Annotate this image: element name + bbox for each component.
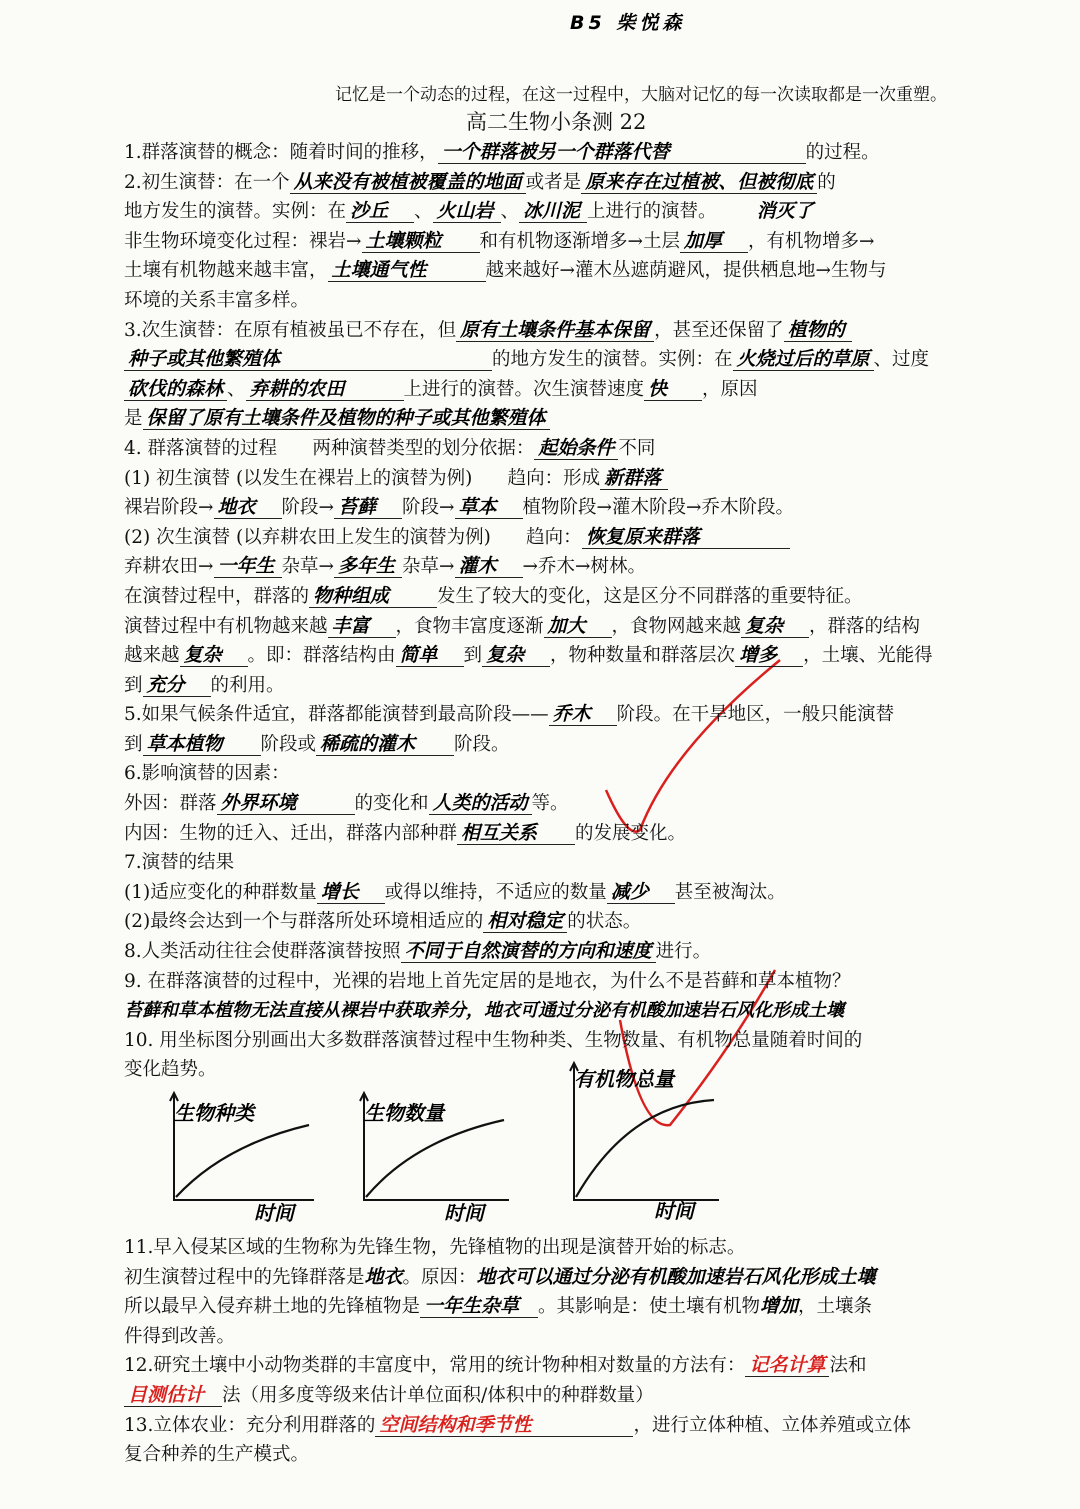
q3-line-4 — [124, 404, 1024, 434]
q10-question: 10. 用坐标图分别画出大多数群落演替过程中生物种类、生物数量、有机物总量随着时间的 — [124, 1029, 863, 1051]
q5-text: 阶段。在干旱地区，一般只能演替 — [616, 704, 895, 726]
q11-line-2 — [124, 1263, 1024, 1293]
q7-answer-1: 增长 — [317, 881, 385, 904]
q9-question: 9. 在群落演替的过程中，光裸的岩地上首先定居的是地衣，为什么不是苔藓和草本植物？ — [124, 970, 851, 992]
q2-text: 2.初生演替：在一个 — [124, 171, 290, 193]
q3-answer-7: 快 — [644, 378, 702, 401]
q4-line-1 — [124, 434, 1024, 464]
q11-text: 。其影响是：使土壤有机物 — [538, 1296, 761, 1318]
chart-organic-ylabel: 有机物总量 — [574, 1067, 674, 1091]
q7-text: 的状态。 — [567, 911, 642, 933]
motto: 记忆是一个动态的过程，在这一过程中，大脑对记忆的每一次读取都是一次重塑。 — [335, 85, 947, 105]
q2-text: 上进行的演替。 — [587, 201, 717, 223]
q11-text: 11.早入侵某区域的生物称为先锋生物，先锋植物的出现是演替开始的标志。 — [124, 1237, 746, 1258]
q6-text: 等。 — [531, 793, 569, 815]
q13-text: 复合种养的生产模式。 — [124, 1444, 310, 1466]
q2-text: 或者是 — [525, 171, 582, 193]
q5-line-2 — [124, 730, 1024, 760]
q4-answer-14: 复杂 — [180, 644, 248, 667]
q4-text: 阶段→ — [402, 497, 455, 519]
q7-text: 甚至被淘汰。 — [674, 881, 786, 903]
q2-answer-7: 土壤颗粒 — [362, 230, 480, 253]
q4-answer-10: 物种组成 — [309, 585, 437, 608]
q4-answer-15: 简单 — [396, 644, 464, 667]
q2-line-5 — [124, 286, 1024, 316]
q4-answer-11: 丰富 — [328, 615, 396, 638]
q11-answer-2: 地衣可以通过分泌有机酸加速岩石风化形成土壤 — [476, 1265, 876, 1288]
q3-line-1 — [124, 316, 1024, 346]
q12-text: 法（用多度等级来估计单位面积/体积中的种群数量） — [222, 1384, 654, 1406]
q12-line-2 — [124, 1381, 1024, 1411]
q5-text: 到 — [124, 733, 143, 755]
q4-answer-5: 草本 — [455, 496, 523, 519]
q7-answer-2: 减少 — [607, 881, 675, 904]
q4-line-7 — [124, 612, 1024, 642]
q3-text: 、 — [227, 378, 246, 400]
q7-text: (2)最终会达到一个与群落所处环境相适应的 — [124, 911, 484, 933]
q2-text: 和有机物逐渐增多→土层 — [479, 230, 681, 252]
q5-answer-2: 草本植物 — [143, 733, 261, 756]
q3-text: 、过度 — [873, 349, 930, 371]
q4-text: ，群落的结构 — [809, 615, 921, 637]
chart-species — [134, 1085, 324, 1225]
q2-answer-2: 原来存在过植被、但被彻底 — [581, 171, 817, 194]
q3-text: ，原因 — [702, 378, 758, 400]
q6-line-3 — [124, 819, 1024, 849]
q4-line-5 — [124, 552, 1024, 582]
q6-text: 6.影响演替的因素： — [124, 763, 290, 785]
q2-answer-3: 沙丘 — [346, 200, 414, 223]
chart-organic — [534, 1055, 724, 1225]
q10-question-end: 变化趋势。 — [124, 1059, 217, 1081]
q3-answer-2: 植物的 — [784, 319, 852, 342]
q10-line-1 — [124, 1026, 1024, 1056]
q2-answer-9: 土壤通气性 — [328, 259, 486, 282]
q3-answer-3: 种子或其他繁殖体 — [124, 348, 492, 371]
q4-answer-2: 新群落 — [600, 467, 668, 490]
q3-text: 是 — [124, 408, 143, 430]
q5-text: 阶段或 — [260, 733, 317, 755]
q4-line-2 — [124, 464, 1024, 494]
q4-answer-4: 苔藓 — [334, 496, 402, 519]
q1-text-end: 的过程。 — [805, 142, 880, 163]
q4-text: 到 — [124, 674, 143, 696]
q7-line-2 — [124, 878, 1024, 908]
q4-answer-8: 多年生 — [334, 555, 402, 578]
q11-answer-3: 一年生杂草 — [420, 1295, 538, 1318]
q2-text: ，有机物增多→ — [748, 230, 875, 252]
q4-answer-3: 地衣 — [214, 496, 282, 519]
q6-text: 的发展变化。 — [575, 822, 687, 844]
q7-answer-3: 相对稳定 — [483, 910, 567, 933]
q4-answer-7: 一年生 — [214, 555, 282, 578]
q6-text: 的变化和 — [354, 793, 429, 815]
q4-answer-1: 起始条件 — [534, 437, 618, 460]
q3-answer-6: 弃耕的农田 — [246, 378, 404, 401]
q2-text: 、 — [414, 201, 433, 223]
chart-quantity-ylabel: 生物数量 — [364, 1101, 444, 1125]
q7-line-1 — [124, 848, 1024, 878]
q4-text: ，物种数量和群落层次 — [550, 645, 736, 667]
q11-text: ，土壤条 — [798, 1296, 873, 1318]
q3-answer-1: 原有土壤条件基本保留 — [456, 319, 654, 342]
q6-line-2 — [124, 789, 1024, 819]
q2-line-2 — [124, 197, 1024, 227]
q11-answer-4: 增加 — [760, 1295, 799, 1318]
q13-text: ，进行立体种植、立体养殖或立体 — [633, 1414, 911, 1436]
q4-text: ，食物网越来越 — [611, 615, 742, 637]
q2-text: 环境的关系丰富多样。 — [124, 289, 310, 311]
q12-answer-2: 目测估计 — [124, 1384, 222, 1407]
q6-answer-2: 人类的活动 — [429, 792, 532, 815]
q4-text: 4. 群落演替的过程 两种演替类型的划分依据： — [124, 437, 535, 459]
q7-text: 7.演替的结果 — [124, 852, 235, 874]
q4-text: 演替过程中有机物越来越 — [124, 615, 328, 637]
q4-text: 。即：群落结构由 — [247, 645, 396, 667]
q2-answer-6: 消灭了 — [756, 200, 814, 223]
q2-answer-8: 加厚 — [680, 230, 748, 253]
q5-line-1 — [124, 700, 1024, 730]
q11-line-3 — [124, 1292, 1024, 1322]
q9-answer: 苔藓和草本植物无法直接从裸岩中获取养分，地衣可通过分泌有机酸加速岩石风化形成土壤 — [124, 1000, 844, 1022]
q4-text: 的利用。 — [210, 674, 285, 696]
q13-text: 13.立体农业：充分利用群落的 — [124, 1414, 376, 1436]
q7-line-3 — [124, 907, 1024, 937]
q7-text: (1)适应变化的种群数量 — [124, 881, 317, 903]
q12-text: 12.研究土壤中小动物类群的丰富度中，常用的统计物种相对数量的方法有： — [124, 1355, 746, 1377]
q4-answer-13: 复杂 — [741, 615, 809, 638]
q3-line-3 — [124, 375, 1024, 405]
q2-text: 地方发生的演替。实例：在 — [124, 201, 347, 223]
q9-line-1 — [124, 967, 1024, 997]
q3-answer-8: 保留了原有土壤条件及植物的种子或其他繁殖体 — [143, 407, 550, 430]
q2-text: 、 — [500, 201, 520, 223]
q4-line-6 — [124, 582, 1024, 612]
q2-answer-4: 火山岩 — [433, 200, 501, 223]
q2-line-3 — [124, 227, 1024, 257]
q4-text: ，土壤、光能得 — [803, 645, 933, 667]
q2-answer-1: 从来没有被植被覆盖的地面 — [290, 171, 526, 194]
q11-text: 。原因： — [402, 1266, 477, 1288]
q7-text: 或得以维持，不适应的数量 — [384, 881, 607, 903]
chart-organic-xlabel: 时间 — [654, 1199, 694, 1223]
q5-text: 阶段。 — [454, 733, 510, 755]
q4-answer-17: 增多 — [735, 644, 803, 667]
student-name: B5 柴悦森 — [570, 12, 686, 34]
q8-line — [124, 937, 1024, 967]
chart-quantity-xlabel: 时间 — [444, 1201, 484, 1225]
q12-line-1 — [124, 1351, 1024, 1381]
q12-text: 法和 — [829, 1355, 867, 1377]
q8-answer: 不同于自然演替的方向和速度 — [401, 940, 656, 963]
q6-answer-1: 外界环境 — [217, 792, 355, 815]
q11-answer-1: 地衣 — [364, 1265, 403, 1288]
q4-line-8 — [124, 641, 1024, 671]
q8-text: 8.人类活动往往会使群落演替按照 — [124, 941, 401, 963]
q4-line-4 — [124, 523, 1024, 553]
q13-line-2 — [124, 1440, 1024, 1470]
q4-answer-9: 灌木 — [455, 555, 523, 578]
q4-text: 在演替过程中，群落的 — [124, 585, 310, 607]
q3-text: 3.次生演替：在原有植被虽已不存在，但 — [124, 319, 457, 341]
q4-line-9 — [124, 671, 1024, 701]
chart-species-ylabel: 生物种类 — [174, 1101, 254, 1125]
q4-text: 阶段→ — [281, 497, 335, 519]
chart-species-xlabel: 时间 — [254, 1201, 294, 1225]
q5-answer-3: 稀疏的灌木 — [316, 733, 454, 756]
q2-text: 土壤有机物越来越丰富， — [124, 260, 328, 282]
q12-answer-1: 记名计算 — [745, 1354, 829, 1377]
q6-answer-3: 相互关系 — [457, 822, 575, 845]
q6-text: 内因：生物的迁入、迁出，群落内部种群 — [124, 822, 458, 844]
q3-text: ，甚至还保留了 — [654, 319, 784, 341]
q8-text: 进行。 — [655, 941, 712, 963]
q3-answer-4: 火烧过后的草原 — [733, 348, 874, 371]
q4-text: 越来越 — [124, 645, 180, 667]
q1-line — [124, 138, 1024, 168]
q4-text: 裸岩阶段→ — [124, 497, 214, 519]
q3-line-2 — [124, 345, 1024, 375]
worksheet-content — [124, 138, 1024, 1470]
q5-answer-1: 乔木 — [549, 703, 617, 726]
q11-line-1 — [124, 1233, 1024, 1263]
q4-text: 不同 — [618, 437, 656, 459]
q4-text: ，食物丰富度逐渐 — [395, 615, 544, 637]
q4-text: 弃耕农田→ — [124, 556, 214, 578]
q11-text: 件得到改善。 — [124, 1325, 236, 1347]
q3-text: 的地方发生的演替。实例：在 — [492, 349, 733, 371]
q6-text: 外因：群落 — [124, 793, 217, 815]
q13-answer: 空间结构和季节性 — [375, 1414, 633, 1437]
q1-answer: 一个群落被另一个群落代替 — [438, 141, 806, 164]
q4-text: (1) 初生演替 (以发生在裸岩上的演替为例) 趋向：形成 — [124, 467, 601, 489]
q11-line-4 — [124, 1322, 1024, 1352]
q2-answer-5: 冰川泥 — [519, 200, 587, 223]
q4-answer-16: 复杂 — [482, 644, 550, 667]
q4-text: 发生了较大的变化，这是区分不同群落的重要特征。 — [437, 585, 863, 607]
q3-text: 上进行的演替。次生演替速度 — [403, 378, 645, 400]
q4-text: →乔木→树林。 — [522, 556, 647, 578]
q11-text: 初生演替过程中的先锋群落是 — [124, 1266, 365, 1288]
q5-text: 5.如果气候条件适宜，群落都能演替到最高阶段—— — [124, 704, 549, 726]
q2-text: 越来越好→灌木丛遮荫避风，提供栖息地→生物与 — [485, 260, 887, 282]
q4-text: 到 — [463, 645, 483, 667]
q11-text: 所以最早入侵弃耕土地的先锋植物是 — [124, 1296, 421, 1318]
q4-answer-18: 充分 — [143, 674, 211, 697]
q4-answer-6: 恢复原来群落 — [582, 526, 790, 549]
q2-text: 非生物环境变化过程：裸岩→ — [124, 230, 362, 252]
chart-quantity — [324, 1085, 514, 1225]
q4-answer-12: 加大 — [544, 615, 612, 638]
page-title: 高二生物小条测 22 — [466, 110, 647, 134]
q6-line-1 — [124, 759, 1024, 789]
q4-line-3 — [124, 493, 1024, 523]
q2-line-1 — [124, 168, 1024, 198]
q2-text: 的 — [817, 171, 836, 193]
q3-answer-5: 砍伐的森林 — [124, 378, 227, 401]
q2-line-4 — [124, 256, 1024, 286]
q4-text: 杂草→ — [281, 556, 335, 578]
q4-text: 植物阶段→灌木阶段→乔木阶段。 — [522, 497, 795, 519]
q1-text: 1.群落演替的概念：随着时间的推移， — [124, 142, 438, 163]
q13-line-1 — [124, 1411, 1024, 1441]
q4-text: 杂草→ — [402, 556, 455, 578]
q4-text: (2) 次生演替 (以弃耕农田上发生的演替为例) 趋向： — [124, 526, 582, 548]
